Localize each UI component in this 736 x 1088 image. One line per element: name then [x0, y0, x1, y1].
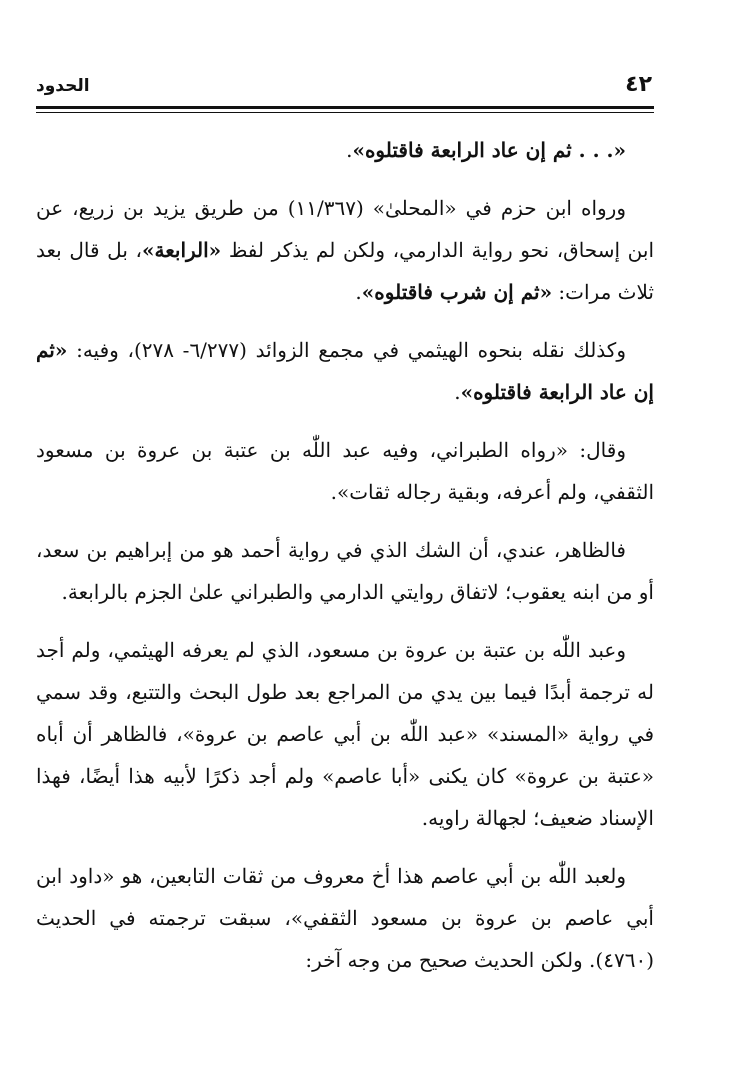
text: ، بل قال بعد ثلاث مرات:: [36, 238, 654, 304]
paragraph: [36, 629, 654, 839]
page-number: ٤٢: [625, 72, 652, 97]
text: وعبد اللّٰه بن عتبة بن عروة بن مسعود، الذي لم يعرفه الهيثمي، ولم أجد له ترجمة أبدًا فيما بين يدي من المراجع بعد طول البحث والتتبع، وقد سمي في رواية «المسند» «عبد اللّٰه بن أبي عاصم بن عروة»، فالظاهر أن أباه «عتبة بن عروة» كان يكنى «أبا عاصم» ولم أجد ذكرًا لأبيه هذا أيضًا، فهذا الإسناد ضعيف؛ لجهالة راويه.: [36, 638, 654, 830]
text-bold: «ثم إن عاد الرابعة فاقتلوه»: [36, 338, 654, 404]
page-header: [36, 62, 654, 106]
body-text: [36, 129, 654, 981]
header-rule-thick: [36, 106, 654, 109]
text: ولعبد اللّٰه بن أبي عاصم هذا أخ معروف من ثقات التابعين، هو «داود ابن أبي عاصم بن عروة بن مسعود الثقفي»، سبقت ترجمته في الحديث (٤٧٦٠). ولكن الحديث صحيح من وجه آخر:: [36, 864, 654, 972]
paragraph: [36, 855, 654, 981]
text-bold: «الرابعة»: [142, 238, 222, 262]
paragraph: [36, 129, 654, 171]
text: .: [355, 280, 362, 304]
paragraph: [36, 529, 654, 613]
paragraph: [36, 429, 654, 513]
running-title: الحدود: [36, 76, 90, 96]
text: ورواه ابن حزم في «المحلىٰ» (١١/٣٦٧) من طريق يزيد بن زريع، عن ابن إسحاق، نحو رواية الدارمي، ولكن لم يذكر لفظ: [36, 196, 654, 262]
book-page: [36, 62, 654, 997]
paragraph: [36, 187, 654, 313]
text-bold: «. . . ثم إن عاد الرابعة فاقتلوه»: [352, 138, 626, 162]
header-rule-thin: [36, 112, 654, 113]
text: وقال: «رواه الطبراني، وفيه عبد اللّٰه بن عتبة بن عروة بن مسعود الثقفي، ولم أعرفه، وبقية رجاله ثقات».: [36, 438, 654, 504]
text: .: [454, 380, 461, 404]
text-bold: «ثم إن شرب فاقتلوه»: [361, 280, 553, 304]
text: .: [346, 138, 353, 162]
text: فالظاهر، عندي، أن الشك الذي في رواية أحمد هو من إبراهيم بن سعد، أو من ابنه يعقوب؛ لاتفاق روايتي الدارمي والطبراني علىٰ الجزم بالرابعة.: [36, 538, 654, 604]
paragraph: [36, 329, 654, 413]
text: وكذلك نقله بنحوه الهيثمي في مجمع الزوائد (٦/٢٧٧- ٢٧٨)، وفيه:: [67, 338, 626, 362]
